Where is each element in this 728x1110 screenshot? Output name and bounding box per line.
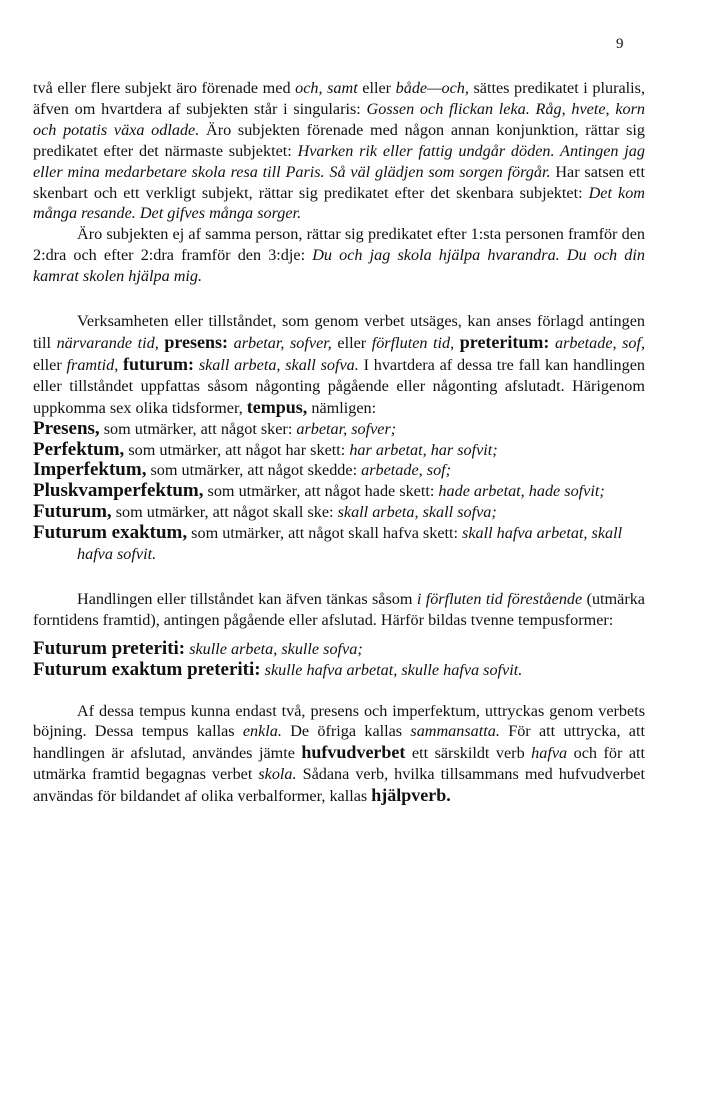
tense-futurum: Futurum, som utmärker, att något skall ske: skall arbeta, skall sofva; bbox=[33, 501, 497, 523]
tense-futurum-exaktum: Futurum exaktum, som utmärker, att något skall hafva skett: skall hafva arbetat, skall hafva sofvit. bbox=[33, 522, 623, 564]
page-body bbox=[33, 78, 645, 807]
tense-futurum-exaktum-preteriti: Futurum exaktum preteriti: skulle hafva arbetat, skulle hafva sofvit. bbox=[33, 658, 523, 680]
paragraph-future-in-past: Handlingen eller tillståndet kan äfven tänkas såsom i förfluten tid förestående (utmärka forntidens framtid), antingen pågående eller afslutad. Härför bildas tvenne tempusformer: bbox=[33, 589, 645, 629]
tense-imperfektum: Imperfektum, som utmärker, att något skedde: arbetade, sof; bbox=[33, 459, 452, 481]
page-number: 9 bbox=[616, 36, 624, 52]
tense-futurum-preteriti: Futurum preteriti: skulle arbeta, skulle sofva; bbox=[33, 637, 363, 659]
paragraph-tense-intro: Verksamheten eller tillståndet, som genom verbet utsäges, kan anses förlagd antingen till närvarande tid, presens: arbetar, sofver, eller förfluten tid, preteritum: arbetade, sof, eller framtid, futurum: skall arbeta, skall sofva. I hvartdera af dessa tre fall kan handlingen eller tillståndet uppfattas såsom någonting pågående eller någonting afslutadt. Härigenom uppkomma sex olika tidsformer, tempus, nämligen: bbox=[33, 312, 646, 417]
paragraph-simple-compound: Af dessa tempus kunna endast två, presens och imperfektum, uttryckas genom verbets böjning. Dessa tempus kallas enkla. De öfriga kallas sammansatta. För att uttrycka, att handlingen är afslutad, användes jämte hufvudverbet ett särskildt verb hafva och för att utmärka framtid begagnas verbet skola. Sådana verb, hvilka tillsammans med hufvudverbet användas för bildandet af olika verbalformer, kallas hjälpverb. bbox=[33, 701, 646, 806]
preteriti-list bbox=[33, 639, 645, 681]
paragraph-person-agreement: Äro subjekten ej af samma person, rättar sig predikatet efter 1:sta personen framför den 2:dra och efter 2:dra framför den 3:dje: Du och jag skola hjälpa hvarandra. Du och din kamrat skolen hjälpa mig. bbox=[33, 225, 645, 286]
tense-presens: Presens, som utmärker, att något sker: arbetar, sofver; bbox=[33, 417, 397, 439]
tense-perfektum: Perfektum, som utmärker, att något har skett: har arbetat, har sofvit; bbox=[33, 438, 498, 460]
paragraph-subject-agreement: två eller flere subjekt äro förenade med och, samt eller både—och, sättes predikatet i pluralis, äfven om hvartdera af subjekten står i singularis: Gossen och flickan leka. Råg, hvete, korn och potatis växa odlade. Äro subjekten förenade med någon annan konjunktion, rättar sig predikatet efter det närmaste subjektet: Hvarken rik eller fattig undgår döden. Antingen jag eller mina medarbetare skola resa till Paris. Så väl glädjen som sorgen förgår. Har satsen ett skenbart och ett verkligt subjekt, rättar sig predikatet efter det skenbara subjektet: Det kom många resande. Det gifves många sorger. bbox=[33, 79, 645, 223]
tense-list bbox=[33, 419, 645, 565]
tense-pluskvamperfektum: Pluskvamperfektum, som utmärker, att något hade skett: hade arbetat, hade sofvit; bbox=[33, 480, 605, 502]
